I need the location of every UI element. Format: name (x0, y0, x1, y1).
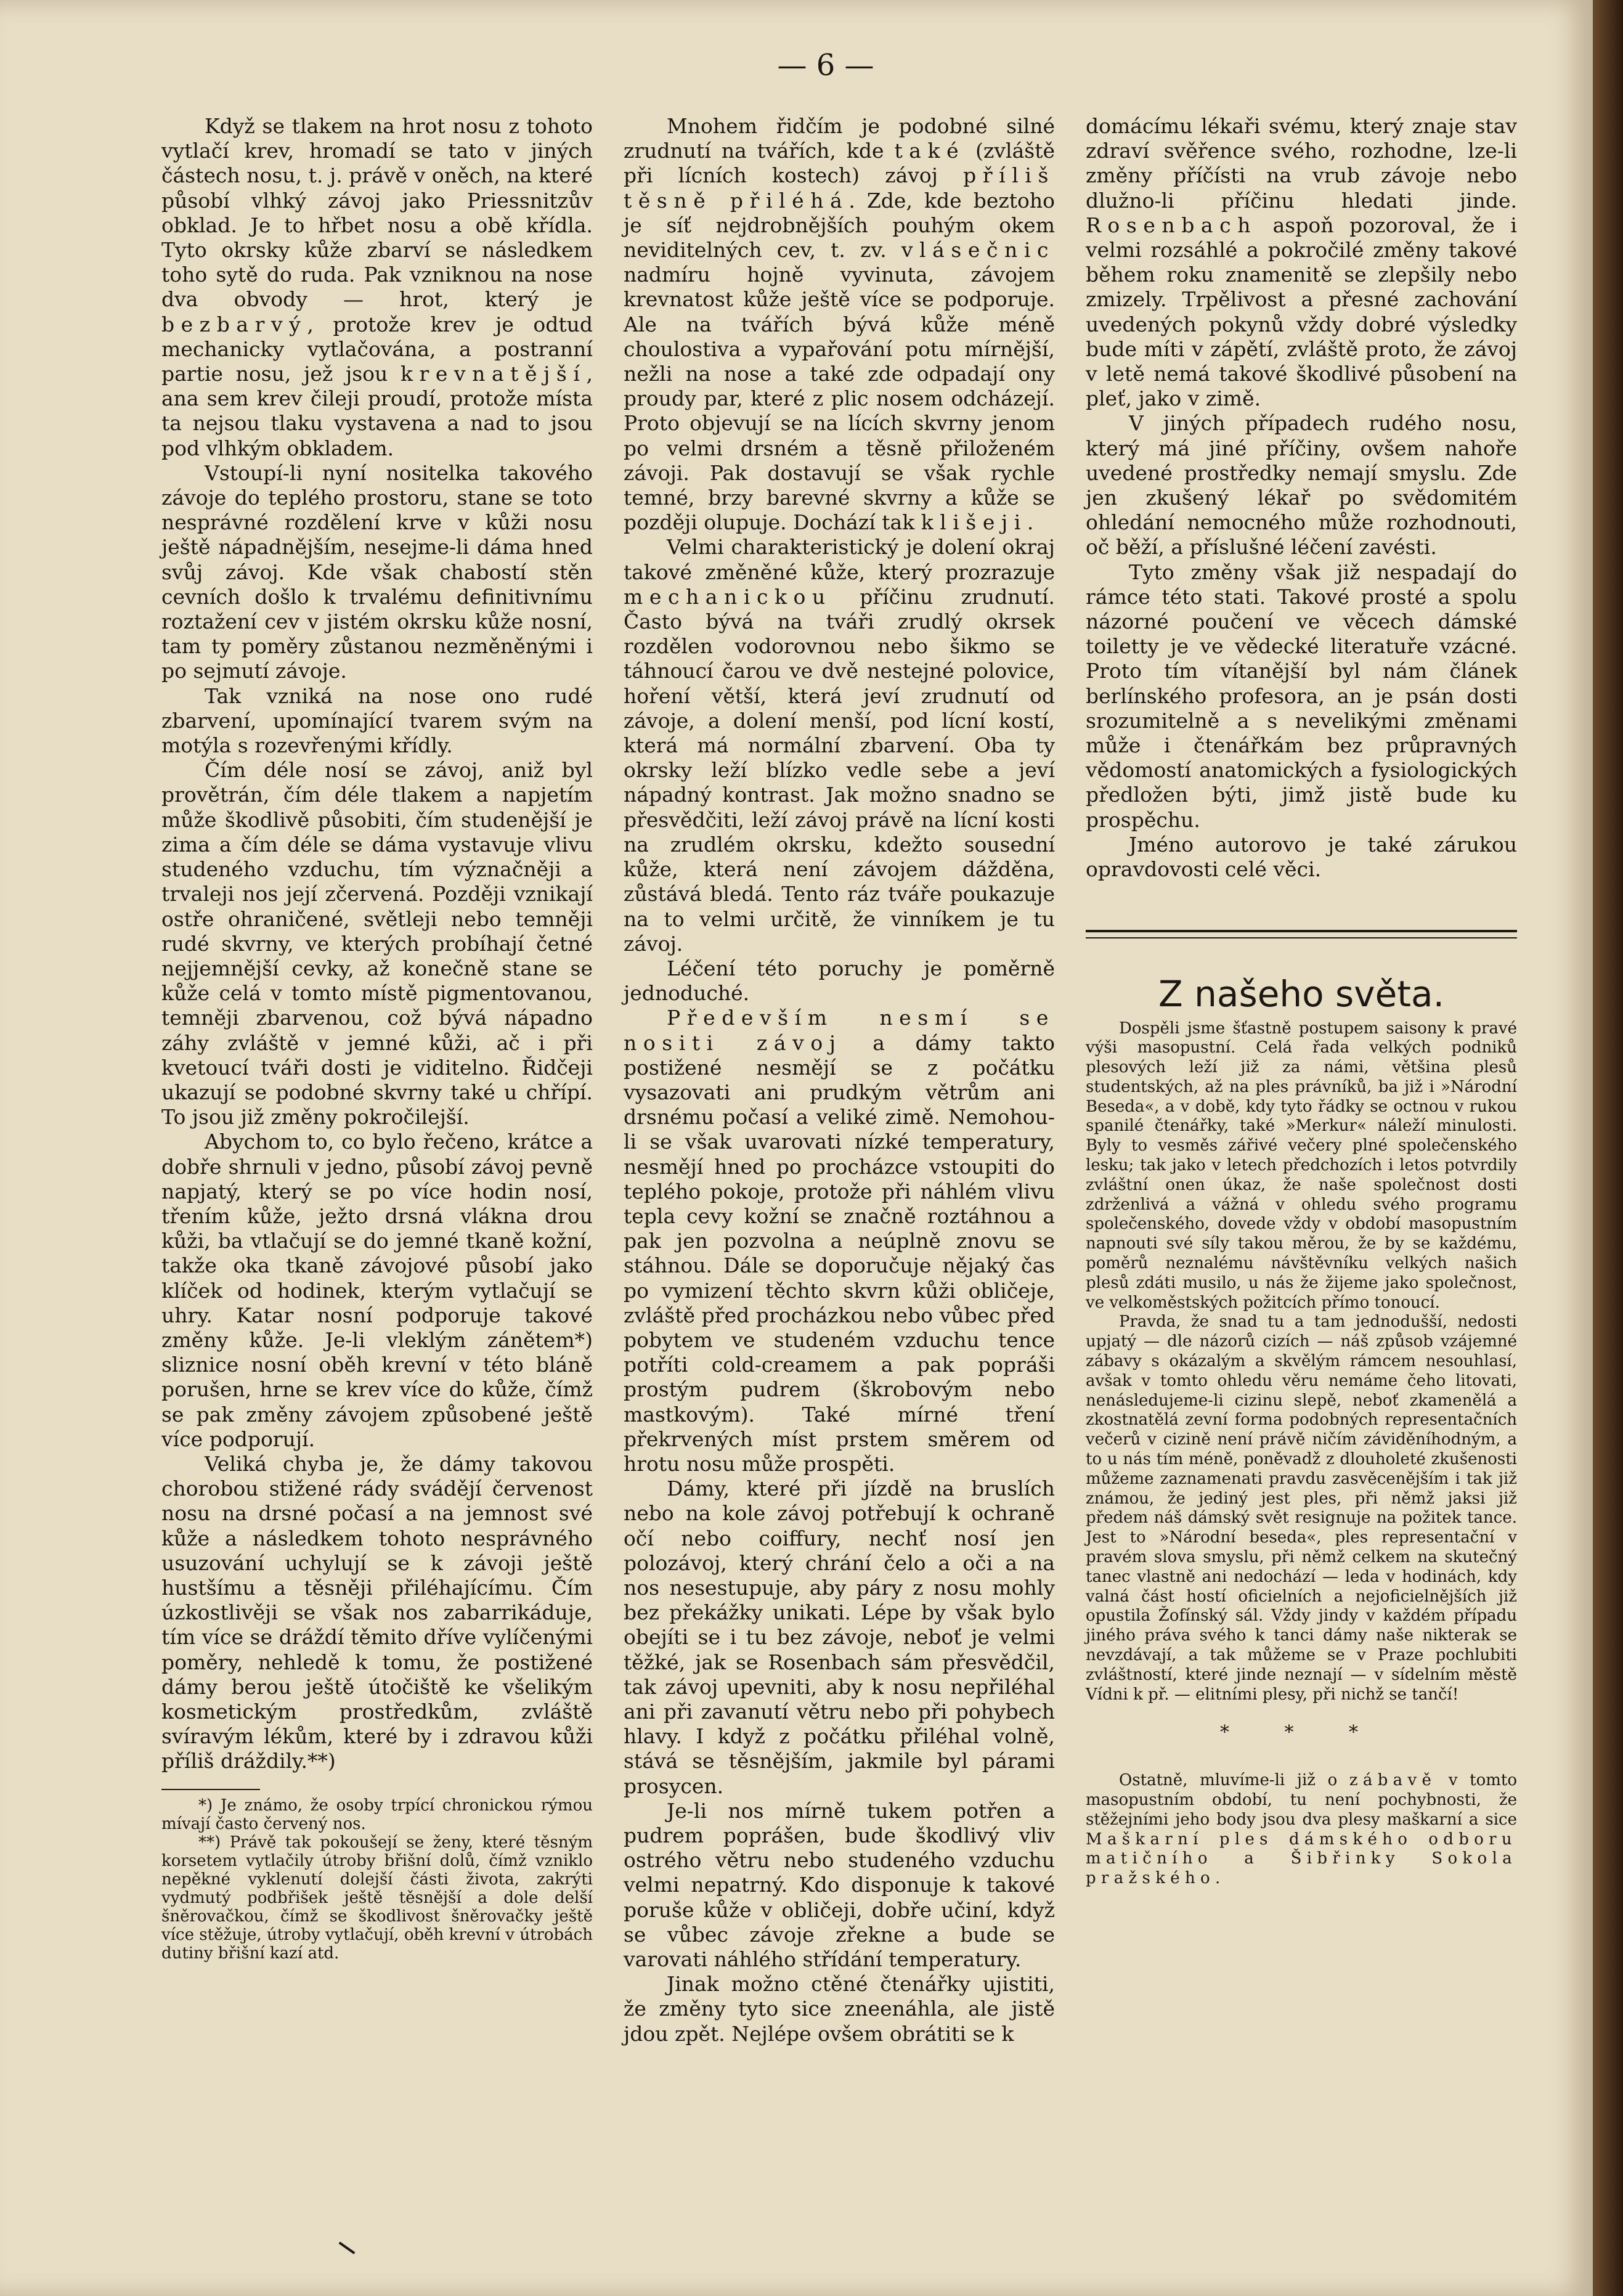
paragraph: Tak vzniká na nose ono rudé zbarvení, upomínající tvarem svým na motýla s rozevřenými křídly. (161, 683, 593, 758)
paragraph: Dámy, které při jízdě na bruslích nebo na kole závoj potřebují k ochraně očí nebo coiffury, nechť nosí jen polozávoj, který chrání čelo a oči a na nos nesestupuje, aby páry z nosu mohly bez překážky unikati. Lépe by však bylo obejíti se i tu bez závoje, neboť je velmi těžké, jak se Rosenbach sám přesvědčil, tak závoj upevniti, aby k nosu nepřiléhal ani při zavanutí větru nebo při pohybech hlavy. I když z počátku přiléhal volně, stává se těsnějším, jakmile byl párami prosycen. (624, 1476, 1055, 1798)
paragraph: Pravda, že snad tu a tam jednodušší, nedosti upjatý — dle názorů cizích — náš způsob vzájemné zábavy s okázalým a skvělým rámcem nesouhlasí, avšak v tomto ohledu věru nemáme čeho litovati, nenásledujeme-li cizinu slepě, neboť zkamenělá a zkostnatělá zevní forma podobných representačních večerů v cizině není právě ničím záviděníhodným, a to u nás tím méně, poněvadž z dlouholeté zkušenosti můžeme zaznamenati pravdu zasvěcenějším i tak již známou, že jediný jest ples, při němž jaksi již předem náš dámský svět resignuje na požitek tance. Jest to »Národní beseda«, ples representační v pravém slova smyslu, při němž celkem na skutečný tanec vlastně ani nedochází — leda v hodinách, kdy valná část hostí oficielních a nejoficielnějších již opustila Žofínský sál. Vždy jindy v každém případu jiného práva svého k tanci dámy naše nikterak se nevzdávají, a tak můžeme se v Praze pochlubiti zvláštností, které jinde neznají — v sídelním městě Vídni k př. — elitními plesy, při nichž se tančí! (1086, 1313, 1517, 1704)
paragraph: Veliká chyba je, že dámy takovou chorobou stižené rády svádějí červenost nosu na drsné počasí a na jemnost své kůže a následkem tohoto nesprávného usuzování uchylují se k závoji ještě hustšímu a těsněji přiléhajícímu. Čím úzkostlivěji se však nos zabarrikáduje, tím více se dráždí těmito dříve vylíčenými poměry, nehledě k tomu, že postižené dámy berou ještě útočiště ke všelikým kosmetickým prostředkům, zvláště svíravým lékům, které by i zdravou kůži příliš dráždily.**) (161, 1451, 593, 1773)
paragraph: V jiných případech rudého nosu, který má jiné příčiny, ovšem nahoře uvedené prostředky nemají smyslu. Zde jen zkušený lékař po svědomitém ohledání nemocného může rozhodnouti, oč běží, a příslušné léčení zavésti. (1086, 411, 1517, 560)
paragraph: Vstoupí-li nyní nositelka takového závoje do teplého prostoru, stane se toto nesprávné rozdělení krve v kůži nosu ještě nápadnějším, nesejme-li dáma hned svůj závoj. Kde však chabostí stěn cevních došlo k trvalému definitivnímu roztažení cev v jistém okrsku kůže nosní, tam ty poměry zůstanou nezměněnými i po sejmutí závoje. (161, 460, 593, 683)
column-left (161, 114, 593, 1963)
paragraph: Velmi charakteristický je dolení okraj takové změněné kůže, který prozrazuje mechanickou příčinu zrudnutí. Často bývá na tváři zrudlý okrsek rozdělen vodorovnou nebo šikmo se táhnoucí čarou ve dvě nestejné polovice, hoření větší, která jeví zrudnutí od závoje, a dolení menší, pod lícní kostí, která má normální zbarvení. Oba ty okrsky leží blízko vedle sebe a jeví nápadný kontrast. Jak možno snadno se přesvědčiti, leží závoj právě na lícní kosti na zrudlém okrsku, kdežto sousední kůže, která není závojem dážděna, zůstává bledá. Tento ráz tváře poukazuje na to velmi určitě, že vinníkem je tu závoj. (624, 535, 1055, 956)
paragraph: Především nesmí se nositi závoj a dámy takto postižené nesmějí se z počátku vysazovati ani prudkým větrům ani drsnému počasí a veliké zimě. Nemohou-li se však uvarovati nízké temperatury, nesmějí hned po procházce vstoupiti do teplého pokoje, protože při náhlém vlivu tepla cevy kožní se značně roztáhnou a pak jen pozvolna a neúplně znovu se stáhnou. Dále se doporučuje nějaký čas po vymizení těchto skvrn kůži obličeje, zvláště před procházkou nebo vůbec před pobytem ve studeném vzduchu tence potříti cold-creamem a pak popráši prostým pudrem (škrobovým nebo mastkovým). Také mírné tření překrvených míst prstem směrem od hrotu nosu může prospěti. (624, 1006, 1055, 1476)
footnote: *) Je známo, že osoby trpící chronickou rýmou mívají často červený nos. (161, 1796, 593, 1833)
paragraph: Ostatně, mluvíme-li již o zábavě v tomto masopustním období, tu není pochybnosti, že stěžejními jeho body jsou dva plesy maškarní a sice Maškarní ples dámského odboru matičního a Šibřinky Sokola pražského. (1086, 1771, 1517, 1888)
footnote: **) Právě tak pokoušejí se ženy, které těsným korsetem vytlačily útroby břišní dolů, čímž vzniklo nepěkné vyklenutí dolejší části života, zakrýti vydmutý podbřišek ještě těsnější a dole delší šněrovačkou, čímž se škodlivost šněrovačky ještě více stěžuje, útroby vytlačují, oběh krevní v útrobách dutiny břišní kazí atd. (161, 1833, 593, 1963)
section-body (1086, 1019, 1517, 1889)
paragraph: Mnohem řidčím je podobné silné zrudnutí na tvářích, kde také (zvláště při lícních kostech) závoj příliš těsně přiléhá. Zde, kde beztoho je síť nejdrobnějších pouhým okem neviditelných cev, t. zv. vlásečnic nadmíru hojně vyvinuta, závojem krevnatost kůže ještě více se podporuje. Ale na tvářích bývá kůže méně choulostiva a vypařování potu mírnější, nežli na nose a také zde odpadají ony proudy par, které z plic nosem odcházejí. Proto objevují se na lících skvrny jenom po velmi drsném a těsně přiloženém závoji. Pak dostavují se však rychle temné, brzy barevné skvrny a kůže se později olupuje. Dochází tak k lišeji. (624, 114, 1056, 535)
asterism: * * * (1219, 1722, 1383, 1744)
footnotes (161, 1796, 593, 1963)
page-number: — 6 — (777, 48, 874, 83)
paragraph: Jméno autorovo je také zárukou opravdovosti celé věci. (1086, 832, 1517, 882)
book-binding-edge (1593, 0, 1623, 2296)
section-divider (1086, 930, 1517, 938)
paragraph: Léčení této poruchy je poměrně jednoduché. (624, 956, 1055, 1006)
column-right (1086, 114, 1517, 1889)
paragraph: Dospěli jsme šťastně postupem saisony k pravé výši masopustní. Celá řada velkých podniků plesových leží již za námi, většina plesů studentských, až na ples právníků, ba již i »Národní Beseda«, a v době, kdy tyto řádky se octnou v rukou spanilé čtenářky, také »Merkur« náleží minulosti. Byly to vesměs zářivé večery plné společenského lesku; tak jako v letech předchozích i letos potvrdily zvláštní onen úkaz, že naše společnost dosti zdrženlivá a vážná v ohledu svého programu společenského, dovede vždy v období masopustním napnouti své síly takou měrou, že by se každému, poměrů neznalému návštěvníku velkých našich plesů zdáti musilo, u nás že žijeme jako společnost, ve velkoměstských požitcích přímo tonoucí. (1086, 1019, 1517, 1312)
paragraph: domácímu lékaři svému, který znaje stav zdraví svěřence svého, rozhodne, lze-li změny příčísti na vrub závoje nebo dlužno-li příčinu hledati jinde. Rosenbach aspoň pozoroval, že i velmi rozsáhlé a pokročilé změny takové během roku znamenitě se zlepšily nebo zmizely. Trpělivost a přesné zachování uvedených pokynů vždy dobré výsledky bude míti v zápětí, zvláště proto, že závoj v letě nemá takové škodlivé působení na pleť, jako v zimě. (1086, 114, 1517, 411)
paragraph: Je-li nos mírně tukem potřen a pudrem poprášen, bude škodlivý vliv ostrého větru nebo studeného vzduchu velmi nepatrný. Kdo disponuje k takové poruše kůže v obličeji, dobře učiní, když se vůbec závoje zřekne a bude se varovati náhlého střídání temperatury. (624, 1798, 1055, 1972)
paragraph: Tyto změny však již nespadají do rámce této stati. Takové prosté a spolu názorné poučení ve věcech dámské toiletty je ve vědecké literatuře vzácné. Proto tím vítanější byl nám článek berlínského profesora, an je psán dosti srozumitelně a s nevelikými změnami může i čtenářkám bez průpravných vědomostí anatomických a fysiologických předložen býti, jimž jistě bude ku prospěchu. (1086, 560, 1517, 832)
column-middle (624, 114, 1055, 2046)
paragraph: Abychom to, co bylo řečeno, krátce a dobře shrnuli v jedno, působí závoj pevně napjatý, který se po více hodin nosí, třením kůže, ježto drsná vlákna drou kůži, ba vtlačují se do jemné tkaně kožní, takže oka tkaně závojové působí jako klíček od hodinek, kterým vytlačují se uhry. Katar nosní podporuje takové změny kůže. Je-li vleklým zánětem*) sliznice nosní oběh krevní v této bláně porušen, hrne se krev více do kůže, čímž se pak změny závojem způsobené ještě více podporují. (161, 1130, 593, 1451)
paragraph: Jinak možno ctěné čtenářky ujistiti, že změny tyto sice zneenáhla, ale jistě jdou zpět. Nejlépe ovšem obrátiti se k (624, 1972, 1055, 2046)
section-heading: Z našeho světa. (1158, 973, 1444, 1016)
paragraph: Čím déle nosí se závoj, aniž byl provětrán, čím déle tlakem a napjetím může škodlivě působiti, čím studenější je zima a čím déle se dáma vystavuje vlivu studeného vzduchu, tím význačněji a trvaleji nos její zčervená. Později vznikají ostře ohraničené, světleji nebo temněji rudé skvrny, ve kterých probíhají četné nejjemnější cevky, až konečně stane se kůže celá v tomto místě pigmentovanou, temněji zbarvenou, což bývá nápadno záhy zvláště v jemné kůži, ač i při kvetoucí tváři dosti je viditelno. Řidčeji ukazují se podobné skvrny také u chřípí. To jsou již změny pokročilejší. (161, 758, 593, 1130)
paragraph: Když se tlakem na hrot nosu z tohoto vytlačí krev, hromadí se tato v jiných částech nosu, t. j. právě v oněch, na které působí vlhký závoj jako Priessnitzův obklad. Je to hřbet nosu a obě křídla. Tyto okrsky kůže zbarví se následkem toho sytě do ruda. Pak vzniknou na nose dva obvody — hrot, který je bezbarvý, protože krev je odtud mechanicky vytlačována, a postranní partie nosu, jež jsou krevnatější, ana sem krev čileji proudí, protože místa ta nejsou tlaku vystavena a nad to jsou pod vlhkým obkladem. (161, 114, 593, 460)
footnote-rule (161, 1789, 260, 1790)
